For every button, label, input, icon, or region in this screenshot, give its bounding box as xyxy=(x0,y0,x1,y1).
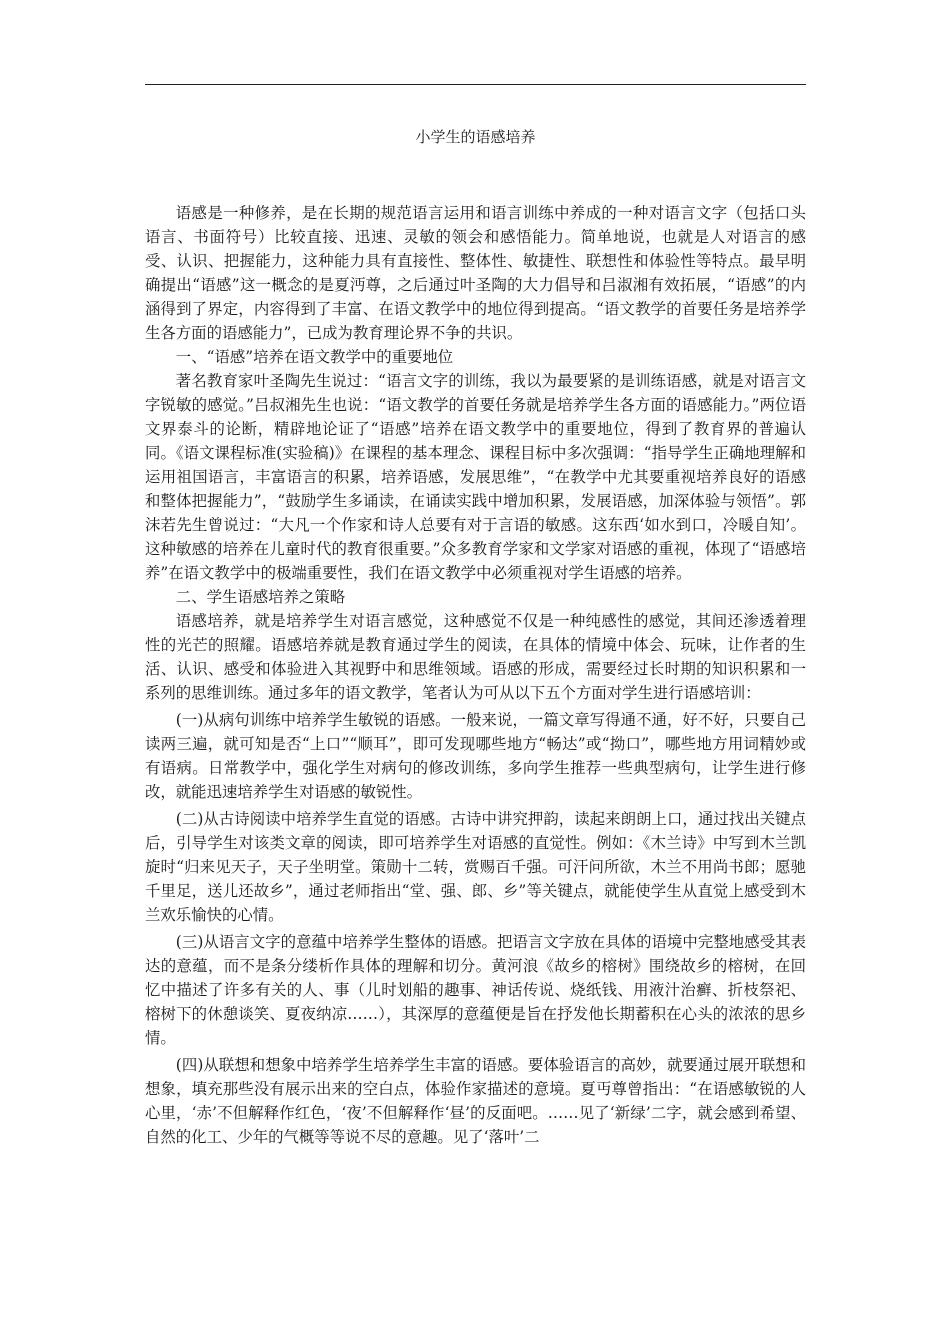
paragraph-intro: 语感是一种修养，是在长期的规范语言运用和语言训练中养成的一种对语言文字（包括口头语言、书面符号）比较直接、迅速、灵敏的领会和感悟能力。简单地说，也就是人对语言的感受、认识、把握能力，这种能力具有直接性、整体性、敏捷性、联想性和体验性等特点。最早明确提出“语感”这一概念的是夏沔尊，之后通过叶圣陶的大力倡导和吕淑湘有效拓展，“语感”的内涵得到了界定，内容得到了丰富、在语文教学中的地位得到提高。“语文教学的首要任务是培养学生各方面的语感能力”，已成为教育理论界不争的共识。 xyxy=(145,204,806,342)
paragraph-strategy-intro: 语感培养，就是培养学生对语言感觉，这种感觉不仅是一种纯感性的感觉，其间还渗透着理性的光芒的照耀。语感培养就是教育通过学生的阅读，在具体的情境中体会、玩味，让作者的生活、认识、感受和体验进入其视野中和思维领域。语感的形成，需要经过长时期的知识积累和一系列的思维训练。通过多年的语文教学，笔者认为可从以下五个方面对学生进行语感培训： xyxy=(145,612,806,702)
section-heading-2: 二、学生语感培养之策略 xyxy=(175,588,346,606)
document-body xyxy=(145,201,806,1149)
section-heading-1: 一、“语感”培养在语文教学中的重要地位 xyxy=(175,348,454,366)
header-rule xyxy=(145,84,806,85)
paragraph-strategy-1: (一)从病句训练中培养学生敏锐的语感。一般来说，一篇文章写得通不通，好不好，只要自己读两三遍，就可知是否“上口”“顺耳”，即可发现哪些地方“畅达”或“拗口”，哪些地方用词精妙或有语病。日常教学中，强化学生对病句的修改训练，多向学生推荐一些典型病句，让学生进行修改，就能迅速培养学生对语感的敏锐性。 xyxy=(145,711,806,801)
paragraph-strategy-2: (二)从古诗阅读中培养学生直觉的语感。古诗中讲究押韵，读起来朗朗上口，通过找出关键点后，引导学生对该类文章的阅读，即可培养学生对语感的直觉性。例如：《木兰诗》中写到木兰凯旋时“归来见天子，天子坐明堂。策勋十二转，赏赐百千强。可汗问所欲，木兰不用尚书郎；愿驰千里足，送儿还故乡”，通过老师指出“堂、强、郎、乡”等关键点，就能使学生从直觉上感受到木兰欢乐愉快的心情。 xyxy=(145,810,806,924)
paragraph-importance: 著名教育家叶圣陶先生说过：“语言文字的训练，我以为最要紧的是训练语感，就是对语言文字锐敏的感觉。”吕叔湘先生也说：“语文教学的首要任务就是培养学生各方面的语感能力。”两位语文界泰斗的论断，精辟地论证了“语感”培养在语文教学中的重要地位，得到了教育界的普遍认同。《语文课程标准(实验稿)》在课程的基本理念、课程目标中多次强调：“指导学生正确地理解和运用祖国语言，丰富语言的积累，培养语感，发展思维”，“在教学中尤其要重视培养良好的语感和整体把握能力”，“鼓励学生多诵读，在诵读实践中增加积累，发展语感，加深体验与领悟”。郭沫若先生曾说过：“大凡一个作家和诗人总要有对于言语的敏感。这东西‘如水到口，冷暖自知’。这种敏感的培养在儿童时代的教育很重要。”众多教育学家和文学家对语感的重视，体现了“语感培养”在语文教学中的极端重要性，我们在语文教学中必须重视对学生语感的培养。 xyxy=(145,372,806,582)
paragraph-strategy-3: (三)从语言文字的意蕴中培养学生整体的语感。把语言文字放在具体的语境中完整地感受其表达的意蕴，而不是条分缕析作具体的理解和切分。黄河浪《故乡的榕树》围绕故乡的榕树，在回忆中描述了许多有关的人、事（儿时划船的趣事、神话传说、烧纸钱、用液汁治癣、折枝祭祀、榕树下的休憩谈笑、夏夜纳凉……），其深厚的意蕴便是旨在抒发他长期蓄积在心头的浓浓的思乡情。 xyxy=(145,933,806,1047)
paragraph-strategy-4: (四)从联想和想象中培养学生培养学生丰富的语感。要体验语言的高妙，就要通过展开联想和想象，填充那些没有展示出来的空白点，体验作家描述的意境。夏丏尊曾指出：“在语感敏锐的人心里，‘赤’不但解释作红色，‘夜’不但解释作‘昼’的反面吧。……见了‘新绿’二字，就会感到希望、自然的化工、少年的气概等等说不尽的意趣。见了‘落叶’二 xyxy=(145,1056,806,1146)
document-title: 小学生的语感培养 xyxy=(415,128,536,146)
